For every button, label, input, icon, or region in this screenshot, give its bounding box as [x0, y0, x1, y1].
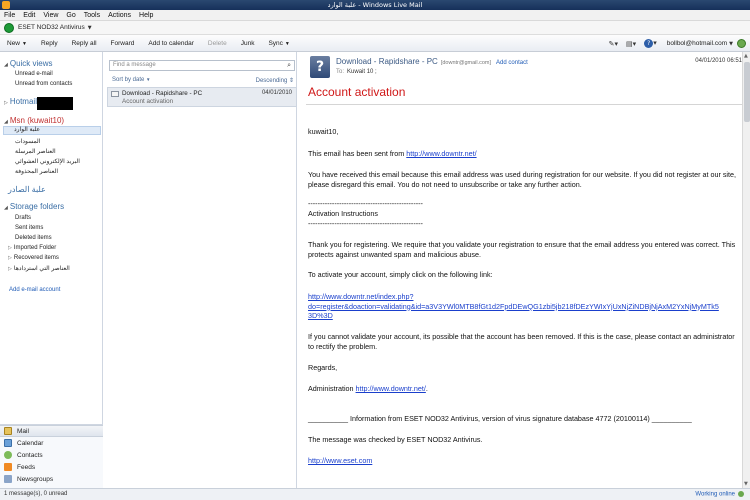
junk-button[interactable]: Junk: [240, 39, 255, 47]
msn-account[interactable]: [4, 116, 64, 125]
signed-in-user[interactable]: bollbol@hotmail.com: [666, 40, 728, 47]
expand-icon: ◢: [4, 205, 8, 211]
message-subject: [336, 57, 528, 66]
chevron-down-icon[interactable]: ▼: [87, 24, 92, 31]
sort-by-label: Sort by date: [112, 77, 145, 83]
folder-storage-sent[interactable]: Sent items: [15, 225, 44, 231]
redacted-box: [37, 97, 73, 110]
layout-icon[interactable]: ▤▾: [626, 39, 637, 48]
folder-imported[interactable]: [8, 245, 56, 251]
contacts-icon: [4, 451, 12, 459]
message-date: 04/01/2010 06:51: [695, 58, 742, 64]
status-online-label: Working online: [695, 491, 735, 498]
hotmail-label: Hotmail: [9, 97, 37, 106]
reply-button[interactable]: Reply: [40, 39, 58, 47]
eset-toolbar: [0, 21, 750, 35]
chevron-down-icon: ▼: [146, 77, 151, 82]
to-label: To:: [336, 69, 345, 75]
add-to-calendar-button[interactable]: Add to calendar: [148, 39, 194, 47]
folder-pane: [0, 52, 103, 488]
nav-feeds-label: Feeds: [17, 463, 36, 471]
folder-sent-ar[interactable]: العناصر المرسلة: [15, 149, 56, 155]
menu-view[interactable]: View: [43, 11, 59, 19]
msn-label: Msn (kuwait10): [9, 116, 65, 125]
sort-order-label: Descending: [255, 78, 288, 84]
nav-calendar[interactable]: [0, 437, 103, 449]
eset-icon: [4, 23, 14, 33]
admin-text: Administration: [308, 384, 354, 393]
pen-icon[interactable]: ✎▾: [608, 39, 619, 48]
sender-email: [downtr@gmail.com]: [440, 60, 492, 66]
feeds-icon: [4, 463, 12, 471]
eset-info: __________ Information from ESET NOD32 Antivirus, version of virus signature database 4772 (20100114) __________: [308, 414, 692, 423]
hotmail-account[interactable]: [4, 97, 37, 106]
forward-button[interactable]: Forward: [110, 39, 135, 47]
add-contact-link[interactable]: Add contact: [496, 60, 528, 66]
admin-suffix: .: [425, 384, 428, 393]
folder-junk-ar[interactable]: البريد الإلكتروني العشوائي: [15, 159, 80, 165]
mail-icon: [4, 427, 12, 435]
activation-link-part3[interactable]: 3D%3D: [308, 311, 333, 321]
nav-calendar-label: Calendar: [17, 439, 44, 447]
nav-pane: [0, 424, 103, 488]
sort-order-button[interactable]: [256, 77, 294, 84]
greeting: kuwait10,: [308, 127, 339, 136]
message-subject-text: Download - Rapidshare - PC: [336, 57, 438, 66]
menu-tools[interactable]: Tools: [83, 11, 101, 19]
scroll-down-icon[interactable]: ▼: [744, 481, 748, 487]
sent-from-text: This email has been sent from: [308, 149, 405, 158]
scroll-thumb[interactable]: [744, 62, 750, 122]
nav-contacts-label: Contacts: [17, 451, 43, 459]
folder-storage-drafts[interactable]: Drafts: [15, 215, 32, 221]
window-title: علبة الوارد - Windows Live Mail: [327, 1, 423, 9]
calendar-icon: [4, 439, 12, 447]
divider: [306, 104, 742, 105]
eset-link[interactable]: http://www.eset.com: [308, 456, 373, 465]
main-toolbar: [0, 35, 750, 52]
nav-mail[interactable]: [0, 425, 103, 437]
sent-from-link[interactable]: http://www.downtr.net/: [406, 149, 477, 158]
chevron-down-icon[interactable]: ▼: [729, 40, 733, 47]
folder-outbox[interactable]: علبة الصادر: [8, 185, 46, 194]
nav-newsgroups[interactable]: [0, 473, 103, 485]
folder-recovered[interactable]: [8, 255, 59, 261]
storage-folders-header[interactable]: [4, 202, 64, 211]
menu-go[interactable]: Go: [66, 11, 76, 19]
menu-file[interactable]: File: [4, 11, 16, 19]
reading-scrollbar[interactable]: [742, 52, 750, 488]
message-header: [298, 52, 750, 82]
collapse-icon: ▷: [8, 245, 12, 251]
divider-text: ------------------------------------------------: [308, 199, 423, 208]
nav-feeds[interactable]: [0, 461, 103, 473]
storage-folders-label: Storage folders: [9, 202, 65, 211]
status-bar: [0, 488, 750, 500]
activation-link-part1[interactable]: http://www.downtr.net/index.php?: [308, 292, 414, 301]
add-email-account-link[interactable]: Add e-mail account: [9, 287, 61, 293]
menu-edit[interactable]: Edit: [23, 11, 36, 19]
list-item[interactable]: [107, 87, 297, 107]
delete-button[interactable]: Delete: [207, 39, 227, 47]
quick-views-header[interactable]: [4, 59, 53, 68]
sort-arrow-icon: ⇕: [288, 78, 294, 84]
eset-link-line: [308, 456, 738, 466]
list-item-from: Download - Rapidshare - PC: [122, 90, 203, 97]
help-icon: ?: [644, 39, 653, 48]
menu-bar: [0, 10, 750, 21]
collapse-icon: ▷: [8, 255, 12, 261]
unknown-contact-icon: ?: [310, 56, 330, 78]
status-online: [695, 491, 744, 498]
folder-deleted-ar[interactable]: العناصر المحذوفة: [15, 169, 59, 175]
sync-button-label: Sync: [268, 39, 283, 47]
nav-contacts[interactable]: [0, 449, 103, 461]
paragraph-cannot: If you cannot validate your account, its possible that the account has been removed. If this is the case, please contact an administrator to rectify the problem.: [308, 332, 735, 351]
folder-inbox[interactable]: علبة الوارد: [3, 126, 101, 135]
regards: Regards,: [308, 363, 338, 372]
paragraph-thanks: Thank you for registering. We require that you validate your registration to ensure that the email address you entered was correct. This protects against unwanted spam and malicious abuse.: [308, 240, 736, 259]
folder-unread-contacts[interactable]: Unread from contacts: [15, 81, 73, 87]
list-item-subject: Account activation: [122, 98, 174, 105]
online-icon: [738, 491, 744, 497]
instructions-heading: Activation Instructions: [308, 209, 378, 218]
folder-restored-ar-label: العناصر التي استردادها: [13, 266, 70, 272]
folder-imported-label: Imported Folder: [13, 245, 57, 251]
expand-icon: ◢: [4, 119, 8, 125]
paragraph-received: You have received this email because this email address was used during registration for our website. If you did not register at our site, please disregard this email. You do not need to unsubscribe or take any further action.: [308, 170, 737, 189]
divider-text: ------------------------------------------------: [308, 219, 423, 228]
envelope-icon: [111, 91, 119, 97]
sort-by-button[interactable]: [112, 77, 151, 83]
avatar[interactable]: [737, 39, 746, 48]
collapse-icon: ▷: [4, 100, 8, 106]
folder-unread-email[interactable]: Unread e-mail: [15, 71, 53, 77]
sort-row: [112, 77, 294, 86]
collapse-icon: ▷: [8, 266, 12, 272]
sent-from-line: [308, 149, 738, 159]
admin-line: [308, 384, 738, 394]
search-icon[interactable]: ⌕: [287, 62, 291, 69]
sync-button[interactable]: [261, 40, 296, 47]
nav-mail-label: Mail: [17, 427, 29, 435]
admin-link[interactable]: http://www.downtr.net/: [355, 384, 426, 393]
toolbar-right: [601, 35, 746, 52]
folder-storage-deleted[interactable]: Deleted items: [15, 235, 52, 241]
to-value: Kuwait 10 ;: [347, 69, 377, 75]
list-item-date: 04/01/2010: [261, 90, 292, 96]
new-button[interactable]: [0, 40, 34, 47]
chevron-down-icon: ▼: [284, 40, 290, 47]
search-placeholder: Find a message: [113, 62, 156, 68]
reply-all-button[interactable]: Reply all: [71, 39, 97, 47]
activation-link[interactable]: [308, 292, 738, 321]
reading-pane: [298, 52, 750, 488]
eset-checked: The message was checked by ESET NOD32 Antivirus.: [308, 435, 483, 444]
menu-help[interactable]: Help: [139, 11, 154, 19]
title-bar: [0, 0, 750, 10]
eset-button[interactable]: ESET NOD32 Antivirus: [18, 24, 85, 31]
message-to: [336, 69, 377, 75]
chevron-down-icon: ▼: [22, 40, 27, 47]
expand-icon: ◢: [4, 62, 8, 68]
folder-drafts-ar[interactable]: المسودات: [15, 139, 41, 145]
paragraph-activate: To activate your account, simply click on the following link:: [308, 270, 493, 279]
folder-restored-ar[interactable]: [8, 265, 70, 272]
search-input[interactable]: [109, 60, 295, 71]
nav-newsgroups-label: Newsgroups: [17, 475, 54, 483]
help-button[interactable]: ? ▾: [644, 39, 657, 48]
message-list-pane: [104, 52, 297, 488]
status-count: 1 message(s), 0 unread: [4, 491, 68, 497]
menu-actions[interactable]: Actions: [108, 11, 132, 19]
message-title: Account activation: [308, 85, 406, 99]
folder-recovered-label: Recovered items: [13, 255, 59, 261]
quick-views-label: Quick views: [9, 59, 53, 68]
newsgroups-icon: [4, 475, 12, 483]
scroll-up-icon[interactable]: ▲: [744, 53, 748, 59]
new-button-label: New: [7, 39, 21, 47]
activation-link-part2[interactable]: do=register&doaction=validating&id=a3V3YWl0MTB8fGt1d2FpdDEwQG1zbi5jb218fDEzYWIxYjUxNjZiNDBjNjAxM2YxNjMyMTk5: [308, 301, 719, 311]
